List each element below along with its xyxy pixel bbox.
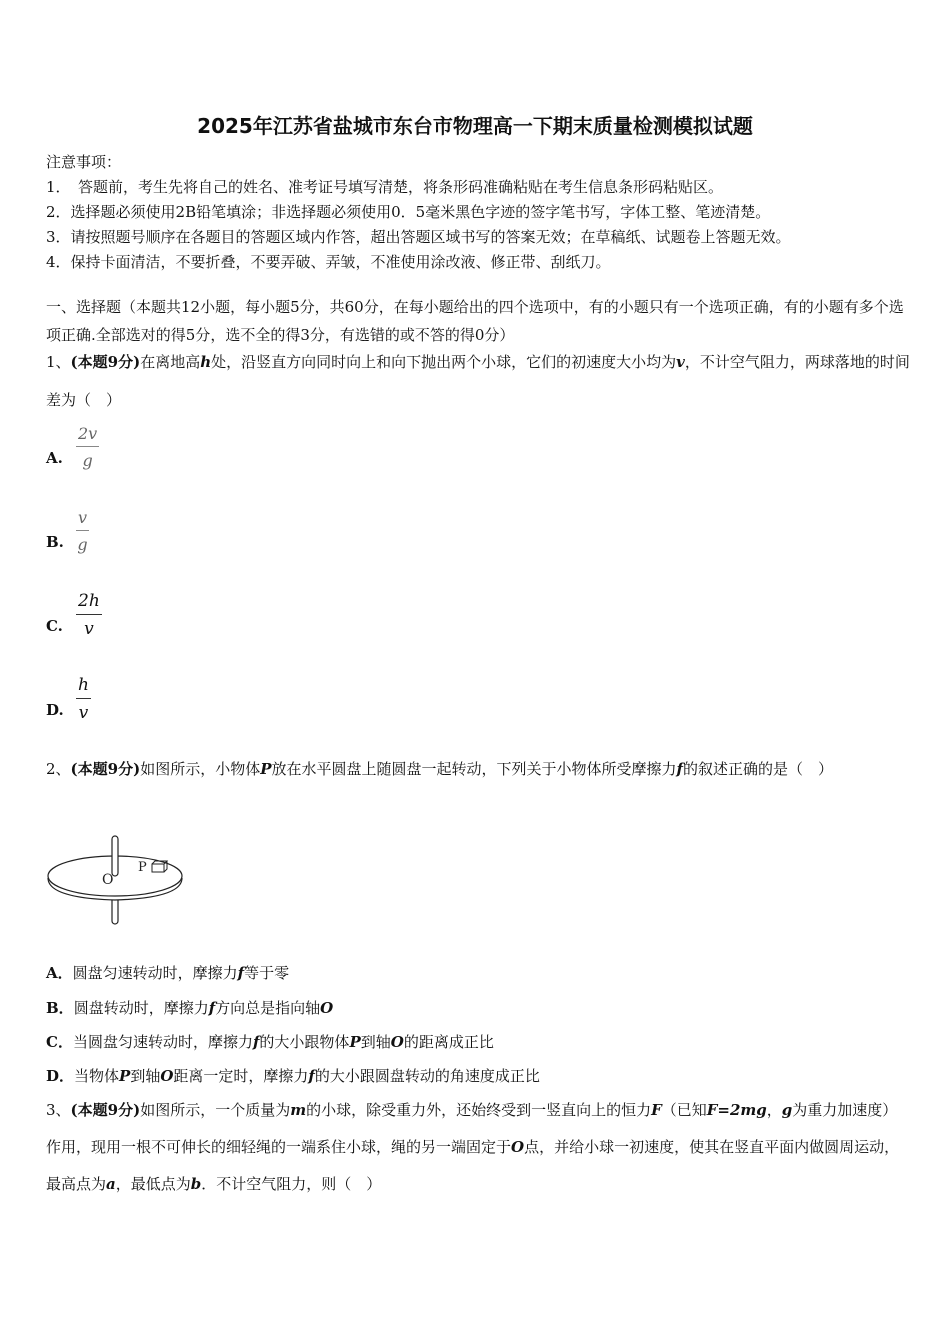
var-p: P <box>260 760 272 778</box>
label-o: O <box>102 872 114 888</box>
option-text: 的大小跟物体 <box>259 1033 350 1051</box>
q3-text: 的小球，除受重力外，还始终受到一竖直向上的恒力 <box>306 1101 652 1119</box>
q3-text: 点，并给小球一初速度，使其在竖直平面内做圆周运动，最高点为 <box>46 1138 900 1193</box>
numerator: v <box>76 508 89 531</box>
option-text: 当圆盘匀速转动时，摩擦力 <box>72 1033 253 1051</box>
q1-option-b-fraction[interactable] <box>76 508 89 554</box>
option-var: f <box>237 964 245 982</box>
var-f: f <box>676 760 683 778</box>
numerator: 2h <box>76 591 102 615</box>
block-p <box>152 864 164 872</box>
q1-number: 1、 <box>46 353 71 371</box>
option-text: 当物体 <box>74 1067 120 1085</box>
var-o: O <box>511 1138 525 1156</box>
label-p: P <box>138 860 147 875</box>
q1-score: (本题9分) <box>70 353 141 371</box>
q2-option-d[interactable] <box>46 1065 912 1086</box>
q2-option-b[interactable] <box>46 997 912 1018</box>
option-text: 距离一定时，摩擦力 <box>173 1067 309 1085</box>
question-3 <box>46 1092 912 1203</box>
q2-text: 的叙述正确的是（ ） <box>682 760 833 778</box>
option-var: f <box>308 1067 315 1085</box>
option-label: A． <box>46 964 73 982</box>
page-title: 2025年江苏省盐城市东台市物理高一下期末质量检测模拟试题 <box>197 114 753 138</box>
question-2 <box>46 751 912 787</box>
q3-score: (本题9分) <box>70 1101 141 1119</box>
axis-top <box>112 836 118 876</box>
option-label: C． <box>46 1033 73 1051</box>
note-item: 4．保持卡面清洁，不要折叠，不要弄破、弄皱，不准使用涂改液、修正带、刮纸刀。 <box>46 253 611 271</box>
q1-option-b-label[interactable]: B. <box>46 533 64 551</box>
option-var: f <box>208 999 216 1017</box>
option-var: O <box>390 1033 404 1051</box>
note-item: 1． 答题前，考生先将自己的姓名、准考证号填写清楚，将条形码准确粘贴在考生信息条形码粘贴区。 <box>46 178 724 196</box>
q3-text: （已知 <box>661 1101 707 1119</box>
q1-option-a-label[interactable]: A. <box>46 449 63 467</box>
option-text: 等于零 <box>244 964 290 982</box>
q2-option-a[interactable] <box>46 962 912 983</box>
numerator: 2v <box>76 424 99 447</box>
var-b: b <box>190 1175 202 1193</box>
rotating-disk-figure <box>44 832 186 928</box>
var-v: v <box>676 353 685 371</box>
option-var: O <box>320 999 334 1017</box>
q2-text: 如图所示，小物体 <box>140 760 261 778</box>
option-text: 到轴 <box>130 1067 161 1085</box>
option-text: 的大小跟圆盘转动的角速度成正比 <box>314 1067 540 1085</box>
denominator: v <box>78 703 89 723</box>
equation: F=2mg <box>706 1101 767 1119</box>
option-text: 圆盘转动时，摩擦力 <box>73 999 209 1017</box>
q3-number: 3、 <box>46 1101 71 1119</box>
q1-option-d-label[interactable]: D. <box>46 701 64 719</box>
q2-score: (本题9分) <box>70 760 141 778</box>
note-item: 3．请按照题号顺序在各题目的答题区域内作答，超出答题区域书写的答案无效；在草稿纸、试题卷上答题无效。 <box>46 228 791 246</box>
option-text: 到轴 <box>360 1033 391 1051</box>
option-text: 方向总是指向轴 <box>215 999 321 1017</box>
q2-text: 放在水平圆盘上随圆盘一起转动，下列关于小物体所受摩擦力 <box>271 760 677 778</box>
notes-heading: 注意事项： <box>46 153 122 171</box>
var-g: g <box>781 1101 793 1119</box>
question-1 <box>46 343 912 419</box>
q1-text: ，不计空气阻力，两球落地的时间差为（ ） <box>46 353 910 409</box>
note-item: 2．选择题必须使用2B铅笔填涂；非选择题必须使用0．5毫米黑色字迹的签字笔书写，字体工整、笔迹清楚。 <box>46 203 771 221</box>
q3-text: ，最低点为 <box>115 1175 191 1193</box>
q1-text: 在离地高 <box>140 353 201 371</box>
option-text: 的距离成正比 <box>403 1033 494 1051</box>
q3-text: 为重力加速度）作用，现用一根不可伸长的细轻绳的一端系住小球，绳的另一端固定于 <box>46 1101 898 1156</box>
denominator: g <box>82 451 93 470</box>
option-var: O <box>160 1067 174 1085</box>
var-f: F <box>651 1101 662 1119</box>
q1-option-a-fraction[interactable] <box>76 424 99 470</box>
q1-option-c-label[interactable]: C. <box>46 617 63 635</box>
option-label: D． <box>46 1067 75 1085</box>
q2-number: 2、 <box>46 760 71 778</box>
q3-text: ．不计空气阻力，则（ ） <box>201 1175 382 1193</box>
var-a: a <box>106 1175 116 1193</box>
var-m: m <box>290 1101 307 1119</box>
option-var: P <box>119 1067 131 1085</box>
numerator: h <box>76 675 91 699</box>
denominator: g <box>77 535 88 554</box>
q3-text: ， <box>766 1101 782 1119</box>
q1-text: 处，沿竖直方向同时向上和向下抛出两个小球，它们的初速度大小均为 <box>211 353 677 371</box>
option-var: f <box>252 1033 260 1051</box>
var-h: h <box>200 353 212 371</box>
q1-option-c-fraction[interactable] <box>76 591 102 639</box>
option-text: 圆盘匀速转动时，摩擦力 <box>72 964 238 982</box>
q1-option-d-fraction[interactable] <box>76 675 91 723</box>
option-label: B． <box>46 999 74 1017</box>
q2-option-c[interactable] <box>46 1031 912 1052</box>
q3-text: 如图所示，一个质量为 <box>140 1101 291 1119</box>
option-var: P <box>349 1033 361 1051</box>
denominator: v <box>84 619 94 639</box>
section-instructions: 一、选择题（本题共12小题，每小题5分，共60分，在每小题给出的四个选项中，有的小题只有一个选项正确，有的小题有多个选项正确.全部选对的得5分，选不全的得3分，有选错的或不答的得0分） <box>46 298 904 344</box>
